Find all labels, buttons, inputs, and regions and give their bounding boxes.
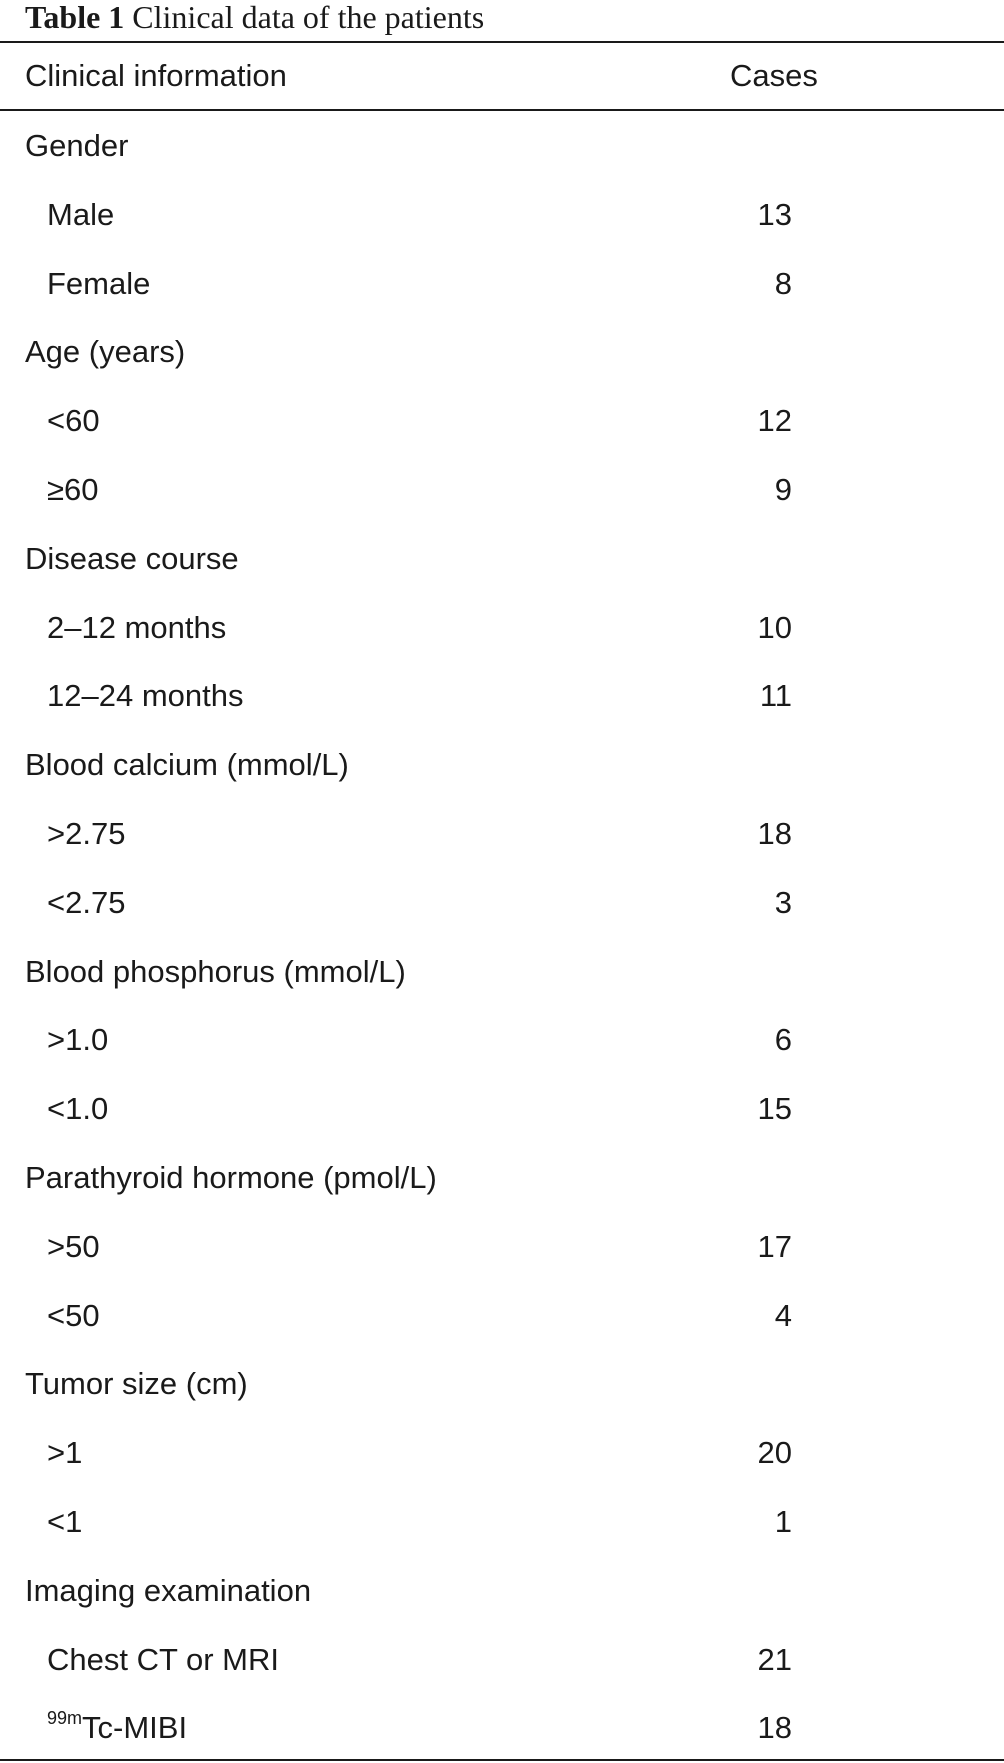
table-caption xyxy=(25,2,484,40)
row-label: Tumor size (cm) xyxy=(25,1366,248,1402)
table-row xyxy=(0,1419,1004,1488)
table-row xyxy=(0,869,1004,938)
table-row xyxy=(0,1006,1004,1075)
table-row xyxy=(0,181,1004,250)
row-label: Blood calcium (mmol/L) xyxy=(25,747,349,783)
row-cases-value: 13 xyxy=(757,196,792,232)
table-row xyxy=(0,250,1004,319)
row-label: Age (years) xyxy=(25,334,186,370)
row-label: >2.75 xyxy=(47,815,126,851)
table-row xyxy=(0,800,1004,869)
table-row xyxy=(0,1213,1004,1282)
row-cases-value: 20 xyxy=(757,1435,792,1471)
table-row-group xyxy=(0,731,1004,800)
header-clinical-information: Clinical information xyxy=(25,58,287,93)
table-row-group xyxy=(0,938,1004,1007)
row-label: <50 xyxy=(47,1297,100,1333)
row-cases-value: 18 xyxy=(757,1710,792,1746)
table-row xyxy=(0,1075,1004,1144)
table-row-group xyxy=(0,112,1004,181)
row-label-text: Tc-MIBI xyxy=(82,1710,188,1746)
header-cases: Cases xyxy=(730,58,818,93)
row-label xyxy=(47,1694,187,1763)
row-label: Male xyxy=(47,196,115,232)
row-label: <2.75 xyxy=(47,884,126,920)
table-body xyxy=(0,112,1004,1763)
row-label: >50 xyxy=(47,1228,100,1264)
row-cases-value: 8 xyxy=(774,265,792,301)
row-label: Disease course xyxy=(25,540,239,576)
row-cases-value: 6 xyxy=(774,1022,792,1058)
row-label: ≥60 xyxy=(47,471,99,507)
table-row xyxy=(0,387,1004,456)
row-cases-value: 12 xyxy=(757,403,792,439)
table-caption-label: Table 1 xyxy=(25,0,125,35)
table-row-group xyxy=(0,525,1004,594)
table-header xyxy=(0,43,1004,109)
row-cases-value: 17 xyxy=(757,1228,792,1264)
row-cases-value: 10 xyxy=(757,609,792,645)
row-label: 2–12 months xyxy=(47,609,227,645)
row-cases-value: 21 xyxy=(757,1641,792,1677)
table-row xyxy=(0,1694,1004,1763)
row-cases-value: 1 xyxy=(774,1503,792,1539)
table-caption-title: Clinical data of the patients xyxy=(132,0,485,35)
row-label: Chest CT or MRI xyxy=(47,1641,279,1677)
table-row xyxy=(0,1626,1004,1695)
table-header-rule xyxy=(0,109,1004,111)
row-label: Imaging examination xyxy=(25,1572,312,1608)
table-row-group xyxy=(0,1557,1004,1626)
table-row xyxy=(0,1488,1004,1557)
row-label: <1 xyxy=(47,1503,83,1539)
row-cases-value: 18 xyxy=(757,815,792,851)
row-label: >1 xyxy=(47,1435,83,1471)
table-row xyxy=(0,594,1004,663)
row-label: Female xyxy=(47,265,151,301)
table-row-group xyxy=(0,1350,1004,1419)
row-cases-value: 4 xyxy=(774,1297,792,1333)
table-row xyxy=(0,662,1004,731)
table-row-group xyxy=(0,1144,1004,1213)
row-label: <1.0 xyxy=(47,1091,109,1127)
row-label: Blood phosphorus (mmol/L) xyxy=(25,953,406,989)
table-row xyxy=(0,456,1004,525)
table-row xyxy=(0,1282,1004,1351)
table-bottom-rule xyxy=(0,1759,1004,1761)
row-cases-value: 15 xyxy=(757,1091,792,1127)
row-cases-value: 11 xyxy=(759,678,792,714)
row-cases-value: 9 xyxy=(774,471,792,507)
row-cases-value: 3 xyxy=(774,884,792,920)
row-label-superscript: 99m xyxy=(47,1708,83,1729)
row-label: Gender xyxy=(25,128,129,163)
row-label: 12–24 months xyxy=(47,678,244,714)
row-label: <60 xyxy=(47,403,100,439)
row-label: Parathyroid hormone (pmol/L) xyxy=(25,1159,437,1195)
row-label: >1.0 xyxy=(47,1022,109,1058)
table-row-group xyxy=(0,318,1004,387)
